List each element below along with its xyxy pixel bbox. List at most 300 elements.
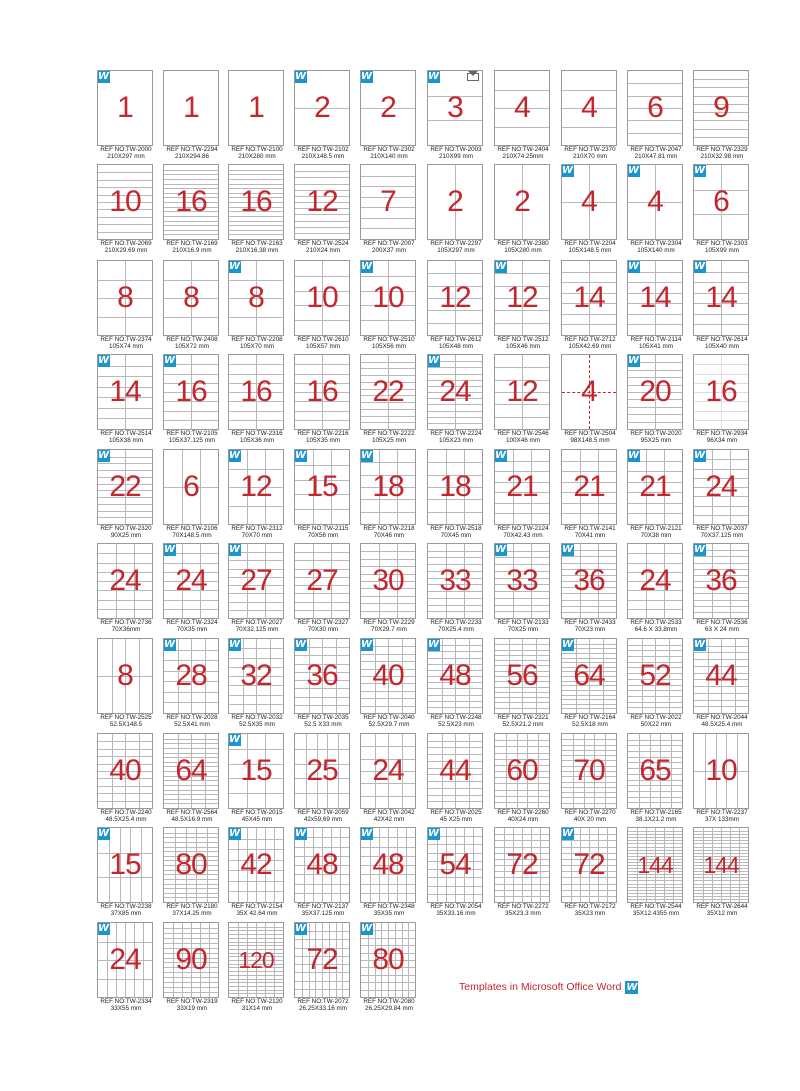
label-size: 35X 42.64 mm bbox=[236, 910, 278, 917]
template-card[interactable] bbox=[494, 733, 558, 827]
label-count: 90 bbox=[175, 943, 207, 976]
template-card[interactable] bbox=[97, 638, 161, 732]
template-card[interactable] bbox=[97, 449, 161, 543]
label-sheet-preview bbox=[97, 449, 153, 525]
label-count: 30 bbox=[372, 564, 404, 597]
template-card[interactable] bbox=[494, 449, 558, 543]
ref-number: REF NO:TW-2408 bbox=[166, 336, 218, 343]
template-card[interactable] bbox=[494, 164, 558, 258]
label-sheet-preview bbox=[427, 164, 483, 240]
ref-number: REF NO:TW-2028 bbox=[166, 714, 218, 721]
template-card[interactable] bbox=[561, 164, 625, 258]
template-card[interactable] bbox=[627, 260, 691, 354]
template-card[interactable] bbox=[163, 827, 227, 921]
template-card[interactable] bbox=[163, 733, 227, 827]
template-card[interactable] bbox=[693, 827, 757, 921]
template-card[interactable] bbox=[97, 260, 161, 354]
label-count: 48 bbox=[439, 659, 471, 692]
template-card[interactable] bbox=[163, 260, 227, 354]
template-card[interactable] bbox=[163, 449, 227, 543]
template-card[interactable] bbox=[294, 449, 358, 543]
label-count: 6 bbox=[713, 185, 729, 218]
template-card[interactable] bbox=[494, 827, 558, 921]
label-size: 90X25 mm bbox=[110, 532, 142, 539]
label-sheet-preview bbox=[294, 733, 350, 809]
template-card[interactable] bbox=[360, 543, 424, 637]
ref-number: REF NO:TW-2020 bbox=[630, 430, 682, 437]
label-size: 26.25X29.84 mm bbox=[365, 1005, 413, 1012]
label-count: 144 bbox=[637, 851, 673, 878]
template-card[interactable] bbox=[360, 70, 424, 164]
template-card[interactable] bbox=[427, 260, 491, 354]
label-size: 45X45 mm bbox=[241, 816, 273, 823]
label-sheet-preview bbox=[294, 260, 350, 336]
word-icon: W bbox=[97, 922, 110, 934]
template-card[interactable] bbox=[163, 922, 227, 1016]
label-size: 26.25X33.16 mm bbox=[299, 1005, 347, 1012]
word-icon: W bbox=[693, 638, 706, 650]
ref-number: REF NO:TW-2334 bbox=[100, 998, 152, 1005]
template-card[interactable] bbox=[627, 70, 691, 164]
label-count: 15 bbox=[240, 754, 272, 787]
label-size: 35X23.3 mm bbox=[505, 910, 541, 917]
label-count: 25 bbox=[306, 754, 338, 787]
label-size: 105X46 mm bbox=[506, 343, 540, 350]
template-card[interactable] bbox=[163, 164, 227, 258]
label-count: 56 bbox=[506, 659, 538, 692]
template-card[interactable] bbox=[163, 638, 227, 732]
template-card[interactable] bbox=[627, 733, 691, 827]
label-count: 16 bbox=[175, 185, 207, 218]
label-sheet-preview bbox=[294, 827, 350, 903]
template-card[interactable] bbox=[97, 827, 161, 921]
word-icon: W bbox=[228, 449, 241, 461]
label-count: 120 bbox=[238, 946, 274, 973]
label-size: 35X33.16 mm bbox=[436, 910, 476, 917]
template-card[interactable] bbox=[494, 70, 558, 164]
label-sheet-preview bbox=[97, 70, 153, 146]
template-card[interactable] bbox=[427, 638, 491, 732]
template-card[interactable] bbox=[627, 164, 691, 258]
ref-number: REF NO:TW-2304 bbox=[630, 240, 682, 247]
label-count: 32 bbox=[240, 659, 272, 692]
ref-number: REF NO:TW-2169 bbox=[166, 240, 218, 247]
ref-number: REF NO:TW-2054 bbox=[430, 903, 482, 910]
template-card[interactable] bbox=[494, 260, 558, 354]
template-card[interactable] bbox=[294, 733, 358, 827]
label-sheet-preview bbox=[360, 354, 416, 430]
template-card[interactable] bbox=[360, 260, 424, 354]
label-sheet-preview bbox=[427, 70, 483, 146]
template-card[interactable] bbox=[228, 260, 292, 354]
template-card[interactable] bbox=[427, 827, 491, 921]
template-card[interactable] bbox=[294, 827, 358, 921]
ref-number: REF NO:TW-2525 bbox=[100, 714, 152, 721]
label-count: 4 bbox=[581, 185, 597, 218]
footer-text: Templates in Microsoft Office Word bbox=[459, 981, 622, 993]
template-card[interactable] bbox=[97, 70, 161, 164]
template-card[interactable] bbox=[693, 164, 757, 258]
label-count: 21 bbox=[506, 470, 538, 503]
word-icon: W bbox=[228, 260, 241, 272]
template-card[interactable] bbox=[427, 449, 491, 543]
label-count: 3 bbox=[447, 91, 463, 124]
template-card[interactable] bbox=[561, 638, 625, 732]
label-sheet-preview bbox=[627, 827, 683, 903]
ref-number: REF NO:TW-2204 bbox=[564, 240, 616, 247]
label-size: 70X23 mm bbox=[574, 626, 606, 633]
ref-number: REF NO:TW-2518 bbox=[430, 525, 482, 532]
template-card[interactable] bbox=[494, 354, 558, 448]
label-size: 52.5 X33 mm bbox=[304, 721, 342, 728]
template-card[interactable] bbox=[228, 354, 292, 448]
label-count: 33 bbox=[439, 564, 471, 597]
template-card[interactable] bbox=[561, 543, 625, 637]
label-size: 48.5X16.9 mm bbox=[171, 816, 213, 823]
ref-number: REF NO:TW-2294 bbox=[166, 146, 218, 153]
ref-number: REF NO:TW-2248 bbox=[430, 714, 482, 721]
ref-number: REF NO:TW-2564 bbox=[166, 809, 218, 816]
label-size: 100X46 mm bbox=[506, 437, 540, 444]
template-card[interactable] bbox=[693, 449, 757, 543]
ref-number: REF NO:TW-2934 bbox=[696, 430, 748, 437]
ref-number: REF NO:TW-2042 bbox=[363, 809, 415, 816]
label-size: 105X48 mm bbox=[439, 343, 473, 350]
template-card[interactable] bbox=[294, 922, 358, 1016]
template-card[interactable] bbox=[228, 733, 292, 827]
label-size: 105X25 mm bbox=[372, 437, 406, 444]
label-count: 1 bbox=[117, 91, 133, 124]
label-sheet-preview bbox=[228, 354, 284, 430]
ref-number: REF NO:TW-2536 bbox=[696, 619, 748, 626]
label-sheet-preview bbox=[294, 164, 350, 240]
word-icon: W bbox=[626, 981, 638, 993]
ref-number: REF NO:TW-2072 bbox=[297, 998, 349, 1005]
label-sheet-preview bbox=[561, 543, 617, 619]
template-card[interactable] bbox=[228, 827, 292, 921]
label-count: 9 bbox=[713, 91, 729, 124]
template-card[interactable] bbox=[427, 354, 491, 448]
template-card[interactable] bbox=[561, 354, 625, 448]
template-card[interactable] bbox=[163, 543, 227, 637]
ref-number: REF NO:TW-2102 bbox=[297, 146, 349, 153]
label-size: 63 X 24 mm bbox=[705, 626, 739, 633]
label-count: 60 bbox=[506, 754, 538, 787]
label-size: 105X57 mm bbox=[306, 343, 340, 350]
label-sheet-preview bbox=[693, 733, 749, 809]
template-card[interactable] bbox=[294, 260, 358, 354]
label-sheet-preview bbox=[561, 638, 617, 714]
ref-number: REF NO:TW-2040 bbox=[363, 714, 415, 721]
ref-number: REF NO:TW-2037 bbox=[696, 525, 748, 532]
ref-number: REF NO:TW-2302 bbox=[363, 146, 415, 153]
label-sheet-preview bbox=[228, 70, 284, 146]
ref-number: REF NO:TW-2644 bbox=[696, 903, 748, 910]
label-sheet-preview bbox=[97, 164, 153, 240]
template-card[interactable] bbox=[427, 164, 491, 258]
template-card[interactable] bbox=[627, 543, 691, 637]
label-count: 7 bbox=[380, 185, 396, 218]
template-card[interactable] bbox=[627, 827, 691, 921]
template-card[interactable] bbox=[228, 638, 292, 732]
ref-number: REF NO:TW-2032 bbox=[231, 714, 283, 721]
label-sheet-preview bbox=[294, 638, 350, 714]
template-card[interactable] bbox=[228, 164, 292, 258]
template-card[interactable] bbox=[627, 449, 691, 543]
template-card[interactable] bbox=[561, 827, 625, 921]
label-count: 42 bbox=[240, 848, 272, 881]
label-size: 210X297 mm bbox=[107, 153, 145, 160]
label-size: 210X294.86 bbox=[175, 153, 209, 160]
label-sheet-preview bbox=[163, 354, 219, 430]
label-sheet-preview bbox=[294, 543, 350, 619]
ref-number: REF NO:TW-2240 bbox=[100, 809, 152, 816]
template-card[interactable] bbox=[693, 70, 757, 164]
label-sheet-preview bbox=[427, 827, 483, 903]
label-count: 44 bbox=[705, 659, 737, 692]
label-sheet-preview bbox=[228, 827, 284, 903]
label-size: 35X12 mm bbox=[706, 910, 738, 917]
label-count: 14 bbox=[705, 281, 737, 314]
template-card[interactable] bbox=[294, 164, 358, 258]
label-count: 18 bbox=[372, 470, 404, 503]
word-icon: W bbox=[693, 164, 706, 176]
label-size: 42x59.69 mm bbox=[303, 816, 343, 823]
template-card[interactable] bbox=[693, 733, 757, 827]
template-card[interactable] bbox=[427, 543, 491, 637]
label-size: 210X16.38 mm bbox=[235, 247, 279, 254]
label-sheet-preview bbox=[561, 260, 617, 336]
template-card[interactable] bbox=[228, 70, 292, 164]
label-sheet-preview bbox=[561, 449, 617, 525]
label-size: 105X148.5 mm bbox=[568, 247, 612, 254]
template-card[interactable] bbox=[294, 354, 358, 448]
label-size: 45 X25 mm bbox=[439, 816, 473, 823]
label-size: 33X19 mm bbox=[176, 1005, 208, 1012]
label-size: 48.5X25.4 mm bbox=[701, 721, 743, 728]
template-card[interactable] bbox=[494, 638, 558, 732]
template-card[interactable] bbox=[693, 543, 757, 637]
word-icon: W bbox=[360, 827, 373, 839]
label-sheet-preview bbox=[693, 70, 749, 146]
ref-number: REF NO:TW-2238 bbox=[100, 903, 152, 910]
label-sheet-preview bbox=[360, 260, 416, 336]
label-count: 2 bbox=[514, 185, 530, 218]
word-icon: W bbox=[494, 543, 507, 555]
template-card[interactable] bbox=[163, 70, 227, 164]
template-card[interactable] bbox=[97, 543, 161, 637]
template-card[interactable] bbox=[294, 543, 358, 637]
label-sheet-preview bbox=[693, 164, 749, 240]
label-sheet-preview bbox=[427, 733, 483, 809]
label-sheet-preview bbox=[360, 922, 416, 998]
label-count: 64 bbox=[175, 754, 207, 787]
word-icon: W bbox=[561, 164, 574, 176]
label-sheet-preview bbox=[163, 733, 219, 809]
ref-number: REF NO:TW-2544 bbox=[630, 903, 682, 910]
template-card[interactable] bbox=[228, 922, 292, 1016]
label-count: 24 bbox=[639, 564, 671, 597]
template-card[interactable] bbox=[360, 164, 424, 258]
ref-number: REF NO:TW-2433 bbox=[564, 619, 616, 626]
label-count: 10 bbox=[109, 185, 141, 218]
ref-number: REF NO:TW-2133 bbox=[497, 619, 549, 626]
label-count: 1 bbox=[183, 91, 199, 124]
label-sheet-preview bbox=[360, 70, 416, 146]
template-card[interactable] bbox=[561, 260, 625, 354]
label-size: 210X148.5 mm bbox=[301, 153, 345, 160]
template-card[interactable] bbox=[163, 354, 227, 448]
template-card[interactable] bbox=[693, 354, 757, 448]
label-size: 64.6 X 33.8mm bbox=[634, 626, 678, 633]
label-size: 35X12.4355 mm bbox=[632, 910, 680, 917]
label-count: 2 bbox=[447, 185, 463, 218]
ref-number: REF NO:TW-2044 bbox=[696, 714, 748, 721]
template-card[interactable] bbox=[561, 70, 625, 164]
template-card[interactable] bbox=[97, 922, 161, 1016]
label-count: 40 bbox=[372, 659, 404, 692]
template-card[interactable] bbox=[693, 260, 757, 354]
label-count: 6 bbox=[647, 91, 663, 124]
label-size: 210X74.25mm bbox=[502, 153, 544, 160]
word-icon: W bbox=[494, 449, 507, 461]
ref-number: REF NO:TW-2165 bbox=[630, 809, 682, 816]
label-size: 37X 133mm bbox=[705, 816, 739, 823]
ref-number: REF NO:TW-2025 bbox=[430, 809, 482, 816]
template-card[interactable] bbox=[360, 922, 424, 1016]
label-size: 38.1X21.2 mm bbox=[635, 816, 677, 823]
label-count: 14 bbox=[639, 281, 671, 314]
word-icon: W bbox=[97, 354, 110, 366]
label-count: 80 bbox=[175, 848, 207, 881]
label-count: 24 bbox=[705, 470, 737, 503]
label-count: 64 bbox=[573, 659, 605, 692]
label-count: 70 bbox=[573, 754, 605, 787]
label-size: 35X23 mm bbox=[574, 910, 606, 917]
template-card[interactable] bbox=[360, 638, 424, 732]
ref-number: REF NO:TW-2080 bbox=[363, 998, 415, 1005]
word-icon: W bbox=[163, 354, 176, 366]
label-count: 15 bbox=[306, 470, 338, 503]
label-count: 2 bbox=[314, 91, 330, 124]
label-count: 24 bbox=[109, 564, 141, 597]
label-sheet-preview bbox=[627, 260, 683, 336]
label-sheet-preview bbox=[163, 827, 219, 903]
label-size: 52.5X21.2 mm bbox=[502, 721, 544, 728]
label-size: 70X148.5 mm bbox=[172, 532, 212, 539]
template-card[interactable] bbox=[360, 449, 424, 543]
template-card[interactable] bbox=[627, 354, 691, 448]
template-card[interactable] bbox=[228, 449, 292, 543]
ref-number: REF NO:TW-2320 bbox=[100, 525, 152, 532]
template-card[interactable] bbox=[561, 733, 625, 827]
label-size: 70X56 mm bbox=[307, 532, 339, 539]
label-sheet-preview bbox=[294, 354, 350, 430]
word-icon: W bbox=[294, 638, 307, 650]
label-size: 35X35 mm bbox=[373, 910, 405, 917]
label-count: 16 bbox=[240, 185, 272, 218]
ref-number: REF NO:TW-2180 bbox=[166, 903, 218, 910]
word-icon: W bbox=[294, 449, 307, 461]
template-card[interactable] bbox=[228, 543, 292, 637]
template-card[interactable] bbox=[627, 638, 691, 732]
label-count: 16 bbox=[306, 375, 338, 408]
label-size: 105X70 mm bbox=[240, 343, 274, 350]
label-sheet-preview bbox=[561, 733, 617, 809]
label-size: 70X35 mm bbox=[176, 626, 208, 633]
label-sheet-preview bbox=[427, 354, 483, 430]
ref-number: REF NO:TW-2260 bbox=[497, 809, 549, 816]
label-sheet-preview bbox=[427, 449, 483, 525]
template-card[interactable] bbox=[561, 449, 625, 543]
label-count: 16 bbox=[240, 375, 272, 408]
label-sheet-preview bbox=[163, 164, 219, 240]
label-size: 105X36 mm bbox=[240, 437, 274, 444]
label-size: 105X23 mm bbox=[439, 437, 473, 444]
label-sheet-preview bbox=[97, 827, 153, 903]
label-size: 98X148.5 mm bbox=[570, 437, 610, 444]
label-count: 72 bbox=[306, 943, 338, 976]
label-size: 70X30 mm bbox=[307, 626, 339, 633]
label-count: 16 bbox=[175, 375, 207, 408]
ref-number: REF NO:TW-2216 bbox=[297, 430, 349, 437]
ref-number: REF NO:TW-2022 bbox=[630, 714, 682, 721]
ref-number: REF NO:TW-2524 bbox=[297, 240, 349, 247]
label-count: 48 bbox=[306, 848, 338, 881]
label-count: 54 bbox=[439, 848, 471, 881]
label-size: 70X37.125 mm bbox=[700, 532, 744, 539]
label-size: 210X280 mm bbox=[238, 153, 276, 160]
template-card[interactable] bbox=[427, 733, 491, 827]
template-card[interactable] bbox=[360, 733, 424, 827]
label-size: 70X38 mm bbox=[640, 532, 672, 539]
ref-number: REF NO:TW-2229 bbox=[363, 619, 415, 626]
label-size: 70X45 mm bbox=[440, 532, 472, 539]
label-count: 40 bbox=[109, 754, 141, 787]
label-sheet-preview bbox=[693, 260, 749, 336]
template-card[interactable] bbox=[97, 733, 161, 827]
label-count: 12 bbox=[240, 470, 272, 503]
ref-number: REF NO:TW-2069 bbox=[100, 240, 152, 247]
word-icon: W bbox=[627, 260, 640, 272]
label-sheet-preview bbox=[97, 354, 153, 430]
ref-number: REF NO:TW-2154 bbox=[231, 903, 283, 910]
ref-number: REF NO:TW-2015 bbox=[231, 809, 283, 816]
label-sheet-preview bbox=[561, 354, 617, 430]
label-sheet-preview bbox=[360, 827, 416, 903]
word-icon: W bbox=[693, 543, 706, 555]
template-card[interactable] bbox=[693, 638, 757, 732]
template-card[interactable] bbox=[360, 354, 424, 448]
template-card[interactable] bbox=[360, 827, 424, 921]
template-card[interactable] bbox=[294, 70, 358, 164]
template-card[interactable] bbox=[97, 354, 161, 448]
word-icon: W bbox=[693, 449, 706, 461]
label-sheet-preview bbox=[163, 638, 219, 714]
template-card[interactable] bbox=[97, 164, 161, 258]
ref-number: REF NO:TW-2512 bbox=[497, 336, 549, 343]
ref-number: REF NO:TW-2504 bbox=[564, 430, 616, 437]
ref-number: REF NO:TW-2614 bbox=[696, 336, 748, 343]
label-sheet-preview bbox=[693, 827, 749, 903]
label-size: 31X14 mm bbox=[241, 1005, 273, 1012]
template-card[interactable] bbox=[427, 70, 491, 164]
template-card[interactable] bbox=[294, 638, 358, 732]
ref-number: REF NO:TW-2218 bbox=[363, 525, 415, 532]
template-card[interactable] bbox=[494, 543, 558, 637]
word-icon: W bbox=[427, 827, 440, 839]
word-icon: W bbox=[294, 827, 307, 839]
